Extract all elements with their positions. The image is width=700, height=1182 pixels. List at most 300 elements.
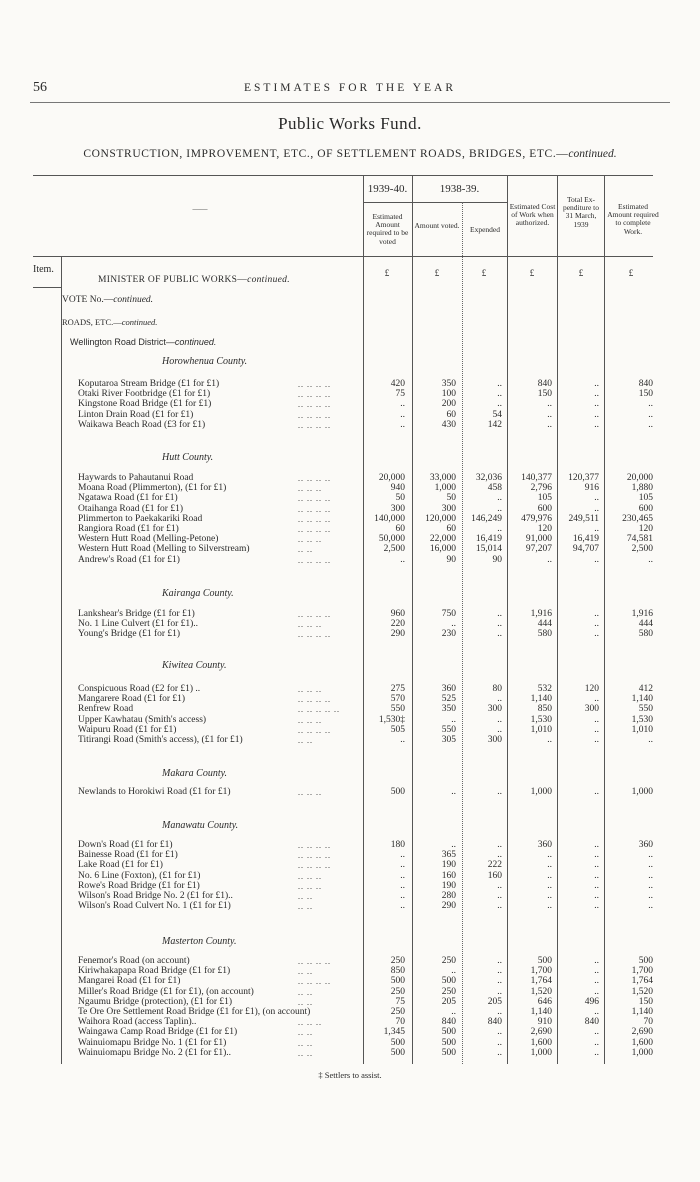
cell-c3: ..	[497, 399, 502, 410]
cell-c5: ..	[594, 1027, 599, 1038]
cell-c1: ..	[400, 554, 405, 565]
row-description: Mangarei Road (£1 for £1)	[78, 976, 181, 987]
cell-c3: ..	[497, 880, 502, 891]
cell-c2: 350	[441, 704, 456, 715]
cell-c1: ..	[400, 901, 405, 912]
cell-c1: 250	[390, 956, 405, 966]
cell-c1: 550	[390, 704, 405, 715]
cell-c2: 280	[441, 891, 456, 901]
cell-c3: ..	[497, 850, 502, 861]
cell-c6: 1,140	[631, 694, 653, 705]
cell-c4: 1,764	[530, 976, 552, 987]
cell-c3: ..	[497, 694, 502, 705]
leader-dots: .. ..	[298, 997, 313, 1007]
cell-c3: 205	[487, 996, 502, 1007]
cell-c4: 1,600	[530, 1037, 552, 1048]
row-description: Haywards to Pahautanui Road	[78, 473, 194, 483]
district-text: Wellington Road District—	[70, 337, 175, 347]
item-column-line	[61, 256, 62, 1064]
currency-col-4: £	[529, 268, 535, 278]
cell-c4: 444	[537, 619, 552, 630]
cell-c4: ..	[547, 409, 552, 420]
row-description: Miller's Road Bridge (£1 for £1), (on account)	[78, 986, 254, 997]
row-description: Fenemor's Road (on account)	[78, 956, 190, 966]
cell-c3: ..	[497, 493, 502, 504]
year-1938-39: 1938-39.	[439, 183, 480, 195]
vote-heading	[62, 295, 153, 305]
cell-c6: 1,000	[631, 1047, 653, 1058]
cell-c6: 150	[638, 996, 653, 1007]
cell-c6: 1,764	[631, 976, 653, 987]
leader-dots: .. ..	[298, 736, 313, 745]
cell-c5: ..	[594, 419, 599, 430]
row-description: Lake Road (£1 for £1)	[78, 860, 163, 871]
item-label: Item.	[33, 264, 54, 275]
cell-c2: 550	[441, 724, 456, 735]
cell-c6: 105	[638, 493, 653, 504]
cell-c5: 916	[584, 483, 599, 494]
cell-c4: 1,000	[530, 787, 552, 797]
leader-dots: .. ..	[298, 1048, 313, 1058]
row-description: Titirangi Road (Smith's access), (£1 for £1)	[78, 735, 243, 745]
cell-c1: 850	[390, 966, 405, 977]
cell-c3: ..	[497, 389, 502, 400]
cell-c5: ..	[594, 891, 599, 901]
cell-c1: 220	[390, 619, 405, 630]
cell-c2: 500	[441, 976, 456, 987]
leader-dots: .. .. ..	[298, 535, 322, 545]
leader-dots: .. .. .. ..	[298, 504, 331, 514]
cell-c2: ..	[451, 840, 456, 850]
cell-c5: ..	[594, 986, 599, 997]
cell-c3: ..	[497, 629, 502, 640]
cell-c6: ..	[648, 901, 653, 912]
cell-c5: ..	[594, 870, 599, 881]
leader-dots: .. .. .. ..	[298, 474, 331, 483]
cell-c6: ..	[648, 880, 653, 891]
cell-c4: 646	[537, 996, 552, 1007]
row-description: Upper Kawhatau (Smith's access)	[78, 714, 207, 725]
cell-c1: 75	[395, 996, 405, 1007]
roads-heading	[62, 317, 157, 327]
cell-c1: 2,500	[383, 544, 405, 555]
leader-dots: .. .. ..	[298, 715, 322, 725]
header-est-cost: Estimated Cost of Work when authorized.	[509, 202, 556, 228]
cell-c4: 360	[537, 840, 552, 850]
cell-c4: 91,000	[525, 534, 552, 545]
cell-c3: ..	[497, 787, 502, 797]
cell-c3: 90	[492, 554, 502, 565]
cell-c1: ..	[400, 850, 405, 861]
row-description: No. 1 Line Culvert (£1 for £1)..	[78, 619, 199, 630]
leader-dots: .. .. .. .. ..	[298, 705, 340, 715]
cell-c4: 532	[537, 684, 552, 694]
cell-c3: ..	[497, 714, 502, 725]
cell-c6: 600	[638, 503, 653, 514]
leader-dots: .. .. .. ..	[298, 400, 331, 410]
leader-dots: .. .. .. ..	[298, 861, 331, 871]
cell-c4: 1,530	[530, 714, 552, 725]
cell-c5: ..	[594, 1047, 599, 1058]
cell-c6: 550	[638, 704, 653, 715]
cell-c4: ..	[547, 554, 552, 565]
leader-dots: .. .. .. ..	[298, 390, 331, 400]
cell-c6: 444	[638, 619, 653, 630]
cell-c4: ..	[547, 735, 552, 745]
leader-dots: .. ..	[298, 1038, 313, 1048]
county-heading: Hutt County.	[162, 452, 214, 463]
cell-c2: 360	[441, 684, 456, 694]
leader-dots: .. .. .. ..	[298, 977, 331, 987]
vote-continued: continued.	[113, 295, 154, 305]
cell-c3: ..	[497, 840, 502, 850]
cell-c2: 205	[441, 996, 456, 1007]
cell-c2: 160	[441, 870, 456, 881]
cell-c3: ..	[497, 619, 502, 630]
row-description: Kingstone Road Bridge (£1 for £1)	[78, 399, 212, 410]
cell-c5: ..	[594, 694, 599, 705]
cell-c5: ..	[594, 850, 599, 861]
cell-c5: ..	[594, 389, 599, 400]
leader-dots: .. .. .. ..	[298, 841, 331, 850]
leader-dots: .. .. .. ..	[298, 525, 331, 534]
cell-c4: 140,377	[521, 473, 552, 483]
leader-dots: .. .. .. ..	[298, 957, 331, 966]
cell-c1: 50	[395, 493, 405, 504]
cell-c6: 120	[638, 524, 653, 534]
cell-c5: ..	[594, 409, 599, 420]
cell-c3: ..	[497, 986, 502, 997]
cell-c2: 120,000	[425, 513, 456, 524]
leader-dots: .. .. .. ..	[298, 610, 331, 619]
cell-c5: ..	[594, 880, 599, 891]
cell-c4: 600	[537, 503, 552, 514]
cell-c4: ..	[547, 399, 552, 410]
cell-c5: 249,511	[568, 513, 599, 524]
cell-c2: 60	[446, 524, 456, 534]
row-description: Kiriwhakapapa Road Bridge (£1 for £1)	[78, 966, 231, 977]
header-rule	[30, 102, 670, 103]
cell-c2: 60	[446, 409, 456, 420]
cell-c3: 300	[487, 704, 502, 715]
currency-col-1: £	[384, 268, 390, 278]
cell-c2: 350	[441, 379, 456, 389]
cell-c3: 146,249	[471, 513, 502, 524]
cell-c5: ..	[594, 619, 599, 630]
subtitle-text: CONSTRUCTION, IMPROVEMENT, ETC., OF SETTLEMENT ROADS, BRIDGES, ETC.—	[83, 148, 569, 160]
cell-c3: ..	[497, 1027, 502, 1038]
cell-c5: ..	[594, 629, 599, 640]
cell-c4: 97,207	[525, 544, 552, 555]
row-description: Linton Drain Road (£1 for £1)	[78, 409, 194, 420]
cell-c2: 250	[441, 956, 456, 966]
cell-c4: 1,700	[530, 966, 552, 977]
cell-c3: 840	[487, 1017, 502, 1028]
row-description: Rowe's Road Bridge (£1 for £1)	[78, 880, 200, 891]
minister-text: MINISTER OF PUBLIC WORKS—	[98, 275, 248, 285]
cell-c6: 1,916	[631, 609, 653, 619]
item-rule	[33, 287, 61, 288]
vote-text: VOTE No.—	[62, 295, 114, 305]
cell-c5: ..	[594, 714, 599, 725]
leader-dots: .. .. .. ..	[298, 494, 331, 504]
cell-c5: ..	[594, 609, 599, 619]
cell-c2: ..	[451, 714, 456, 725]
cell-c1: 290	[390, 629, 405, 640]
cell-c3: ..	[497, 1037, 502, 1048]
cell-c4: 1,140	[530, 694, 552, 705]
subtitle-continued: continued.	[568, 148, 617, 160]
cell-c1: 300	[390, 503, 405, 514]
cell-c1: 140,000	[374, 513, 405, 524]
cell-c2: 190	[441, 860, 456, 871]
row-description: Western Hutt Road (Melling to Silverstream)	[78, 544, 250, 555]
row-description: Renfrew Road	[78, 704, 134, 715]
cell-c4: 850	[537, 704, 552, 715]
cell-c3: ..	[497, 379, 502, 389]
cell-c6: 1,140	[631, 1007, 653, 1017]
cell-c5: ..	[594, 956, 599, 966]
row-description: Western Hutt Road (Melling-Petone)	[78, 534, 219, 545]
row-description: Young's Bridge (£1 for £1)	[78, 629, 181, 640]
currency-col-3: £	[481, 268, 487, 278]
cell-c5: ..	[594, 724, 599, 735]
cell-c3: ..	[497, 1007, 502, 1017]
cell-c2: ..	[451, 966, 456, 977]
cell-c1: 1,345	[383, 1027, 405, 1038]
cell-c5: 16,419	[572, 534, 599, 545]
cell-c6: 20,000	[626, 473, 653, 483]
cell-c3: 458	[487, 483, 502, 494]
leader-dots: .. .. .. ..	[298, 420, 331, 430]
cell-c5: 300	[584, 704, 599, 715]
cell-c2: 290	[441, 901, 456, 912]
county-heading: Manawatu County.	[162, 820, 239, 831]
cell-c2: 305	[441, 735, 456, 745]
cell-c3: ..	[497, 503, 502, 514]
cell-c3: ..	[497, 891, 502, 901]
cell-c5: 840	[584, 1017, 599, 1028]
county-heading: Kairanga County.	[162, 588, 234, 599]
row-description: Conspicuous Road (£2 for £1) ..	[78, 684, 201, 694]
cell-c1: 70	[395, 1017, 405, 1028]
cell-c4: 105	[537, 493, 552, 504]
cell-c1: 500	[390, 1047, 405, 1058]
leader-dots: .. ..	[298, 892, 313, 901]
roads-continued: continued.	[121, 317, 158, 327]
county-heading: Masterton County.	[162, 936, 237, 947]
cell-c5: ..	[594, 787, 599, 797]
cell-c5: 120,377	[568, 473, 599, 483]
leader-dots: .. .. .. ..	[298, 514, 331, 524]
row-description: Otaihanga Road (£1 for £1)	[78, 503, 183, 514]
cell-c5: ..	[594, 860, 599, 871]
cell-c6: 1,000	[631, 787, 653, 797]
row-description: Newlands to Horokiwi Road (£1 for £1)	[78, 787, 231, 797]
cell-c6: 1,700	[631, 966, 653, 977]
cell-c1: 940	[390, 483, 405, 494]
cell-c6: ..	[648, 860, 653, 871]
cell-c3: 32,036	[475, 473, 502, 483]
cell-c3: ..	[497, 901, 502, 912]
cell-c4: ..	[547, 850, 552, 861]
cell-c1: 500	[390, 976, 405, 987]
cell-c4: 1,916	[530, 609, 552, 619]
cell-c5: ..	[594, 524, 599, 534]
row-description: Waingawa Camp Road Bridge (£1 for £1)	[78, 1027, 238, 1038]
row-description: Plimmerton to Paekakariki Road	[78, 513, 203, 524]
cell-c6: 1,530	[631, 714, 653, 725]
cell-c1: 20,000	[378, 473, 405, 483]
cell-c1: 420	[390, 379, 405, 389]
cell-c3: ..	[497, 966, 502, 977]
cell-c1: ..	[400, 870, 405, 881]
cell-c1: 505	[390, 724, 405, 735]
cell-c4: ..	[547, 891, 552, 901]
leader-dots: .. .. .. ..	[298, 555, 331, 565]
cell-c4: 479,976	[521, 513, 552, 524]
cell-c2: 50	[446, 493, 456, 504]
header-est-voted: Estimated Amount required to be voted	[366, 212, 409, 246]
cell-c3: 80	[492, 684, 502, 694]
cell-c6: 1,880	[631, 483, 653, 494]
row-description: Mangarere Road (£1 for £1)	[78, 694, 186, 705]
cell-c3: ..	[497, 1047, 502, 1058]
cell-c6: 500	[638, 956, 653, 966]
cell-c6: 150	[638, 389, 653, 400]
cell-c2: 500	[441, 1047, 456, 1058]
cell-c2: 840	[441, 1017, 456, 1028]
cell-c6: ..	[648, 850, 653, 861]
leader-dots: .. .. ..	[298, 685, 322, 694]
cell-c2: ..	[451, 1007, 456, 1017]
currency-col-6: £	[628, 268, 634, 278]
cell-c6: 70	[643, 1017, 653, 1028]
row-description: Koputaroa Stream Bridge (£1 for £1)	[78, 379, 220, 389]
cell-c3: 300	[487, 735, 502, 745]
cell-c1: 960	[390, 609, 405, 619]
cell-c1: ..	[400, 860, 405, 871]
row-description: Rangiora Road (£1 for £1)	[78, 524, 179, 534]
cell-c6: 412	[638, 684, 653, 694]
header-total-expenditure: Total Ex-penditure to 31 March, 1939	[562, 195, 600, 229]
leader-dots: .. ..	[298, 987, 313, 997]
cell-c2: 525	[441, 694, 456, 705]
cell-c4: 1,140	[530, 1007, 552, 1017]
header-est-complete: Estimated Amount required to complete Work.	[607, 202, 659, 236]
leader-dots: .. .. .. ..	[298, 410, 331, 420]
roads-text: ROADS, ETC.—	[62, 317, 122, 327]
row-description: Waikawa Beach Road (£3 for £1)	[78, 419, 206, 430]
county-heading: Kiwitea County.	[162, 660, 227, 671]
cell-c2: 16,000	[429, 544, 456, 555]
row-description: No. 6 Line (Foxton), (£1 for £1)	[78, 870, 201, 881]
cell-c5: ..	[594, 1037, 599, 1048]
cell-c5: ..	[594, 503, 599, 514]
row-description: Wainuiomapu Bridge No. 1 (£1 for £1)	[78, 1037, 227, 1048]
cell-c6: ..	[648, 891, 653, 901]
year-1939-40: 1939-40.	[367, 183, 408, 195]
header-amount-voted: Amount voted.	[414, 221, 460, 230]
cell-c2: 190	[441, 880, 456, 891]
cell-c4: 500	[537, 956, 552, 966]
footnote: ‡ Settlers to assist.	[318, 1070, 382, 1080]
minister-continued: continued.	[247, 275, 290, 285]
cell-c4: 2,796	[530, 483, 552, 494]
row-description: Ngaumu Bridge (protection), (£1 for £1)	[78, 996, 233, 1007]
row-description: Wainuiomapu Bridge No. 2 (£1 for £1)..	[78, 1047, 232, 1058]
leader-dots: .. ..	[298, 967, 313, 977]
leader-dots: .. .. ..	[298, 484, 322, 494]
cell-c2: ..	[451, 787, 456, 797]
year-group-rule	[363, 202, 507, 203]
cell-c1: ..	[400, 880, 405, 891]
cell-c5: 94,707	[572, 544, 599, 555]
cell-c1: 250	[390, 1007, 405, 1017]
cell-c1: 500	[390, 787, 405, 797]
cell-c3: 16,419	[475, 534, 502, 545]
table-head-rule	[33, 256, 653, 257]
cell-c5: ..	[594, 735, 599, 745]
county-heading: Horowhenua County.	[162, 356, 248, 367]
cell-c4: ..	[547, 880, 552, 891]
cell-c4: 1,010	[530, 724, 552, 735]
cell-c6: 230,465	[622, 513, 653, 524]
cell-c6: ..	[648, 399, 653, 410]
cell-c6: ..	[648, 554, 653, 565]
cell-c2: ..	[451, 619, 456, 630]
cell-c6: 1,600	[631, 1037, 653, 1048]
leader-dots: .. ..	[298, 1028, 313, 1038]
cell-c1: ..	[400, 891, 405, 901]
cell-c4: 580	[537, 629, 552, 640]
cell-c6: ..	[648, 870, 653, 881]
cell-c2: 90	[446, 554, 456, 565]
cell-c3: ..	[497, 609, 502, 619]
page-title: Public Works Fund.	[278, 114, 422, 133]
currency-col-5: £	[578, 268, 584, 278]
leader-dots: .. .. .. ..	[298, 630, 331, 640]
cell-c6: 840	[638, 379, 653, 389]
cell-c4: ..	[547, 870, 552, 881]
cell-c4: 150	[537, 389, 552, 400]
cell-c2: 300	[441, 503, 456, 514]
currency-col-2: £	[434, 268, 440, 278]
row-description: Otaki River Footbridge (£1 for £1)	[78, 389, 211, 400]
cell-c3: ..	[497, 956, 502, 966]
row-description: Waihora Road (access Taplin)..	[78, 1017, 197, 1028]
cell-c5: ..	[594, 966, 599, 977]
row-description: Te Ore Ore Settlement Road Bridge (£1 for £1), (on account)	[78, 1007, 311, 1017]
cell-c4: 910	[537, 1017, 552, 1028]
description-header-dash: ——	[192, 204, 208, 213]
cell-c2: 22,000	[429, 534, 456, 545]
cell-c3: 142	[487, 419, 502, 430]
cell-c4: 840	[537, 379, 552, 389]
cell-c5: ..	[594, 493, 599, 504]
cell-c3: 160	[487, 870, 502, 881]
cell-c6: ..	[648, 419, 653, 430]
cell-c2: 33,000	[429, 473, 456, 483]
cell-c4: 1,000	[530, 1047, 552, 1058]
cell-c2: 430	[441, 419, 456, 430]
leader-dots: .. .. ..	[298, 871, 322, 881]
leader-dots: .. .. .. ..	[298, 380, 331, 389]
leader-dots: .. .. .. ..	[298, 851, 331, 861]
cell-c1: ..	[400, 399, 405, 410]
leader-dots: .. .. ..	[298, 788, 322, 797]
cell-c2: 100	[441, 389, 456, 400]
